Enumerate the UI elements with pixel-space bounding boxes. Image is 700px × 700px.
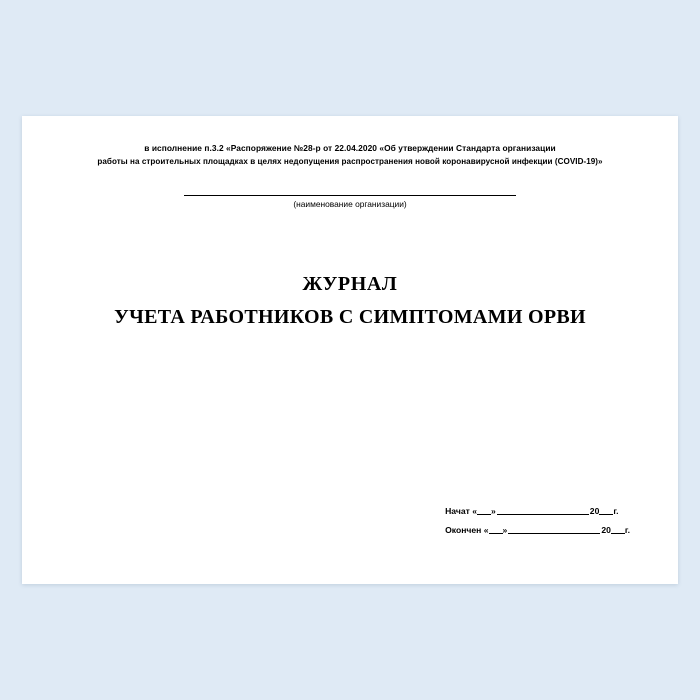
started-quote-close: » (491, 506, 496, 516)
started-day-blank (477, 505, 491, 515)
started-label: Начат « (445, 506, 478, 516)
finished-day-blank (489, 524, 503, 534)
header-line-2: работы на строительных площадках в целях недопущения распространения новой коронавирусной инфекции (COVID-19)» (97, 157, 603, 166)
page-title: ЖУРНАЛ (302, 273, 398, 295)
started-year-suffix: г. (613, 506, 619, 516)
page-subtitle: УЧЕТА РАБОТНИКОВ С СИМПТОМАМИ ОРВИ (114, 306, 586, 328)
document-header (52, 142, 648, 168)
organization-name-field (52, 194, 648, 209)
document-footer (445, 502, 630, 540)
header-line-1: в исполнение п.3.2 «Распоряжение №28-р от 22.04.2020 «Об утверждении Стандарта организации (144, 143, 556, 153)
started-row (445, 502, 630, 521)
organization-name-rule (184, 194, 516, 196)
finished-label: Окончен « (445, 525, 489, 535)
organization-name-caption: (наименование организации) (293, 199, 407, 209)
started-year: 20 (589, 506, 600, 516)
document-page-content (22, 116, 678, 584)
finished-year-suffix: г. (624, 525, 630, 535)
document-title (52, 273, 648, 329)
finished-year-blank (611, 524, 625, 534)
started-month-blank (497, 505, 589, 515)
finished-row (445, 521, 630, 540)
finished-year: 20 (601, 525, 611, 535)
finished-quote-close: » (502, 525, 508, 535)
finished-month-blank (508, 524, 600, 534)
document-page (22, 116, 678, 584)
started-year-blank (599, 505, 613, 515)
